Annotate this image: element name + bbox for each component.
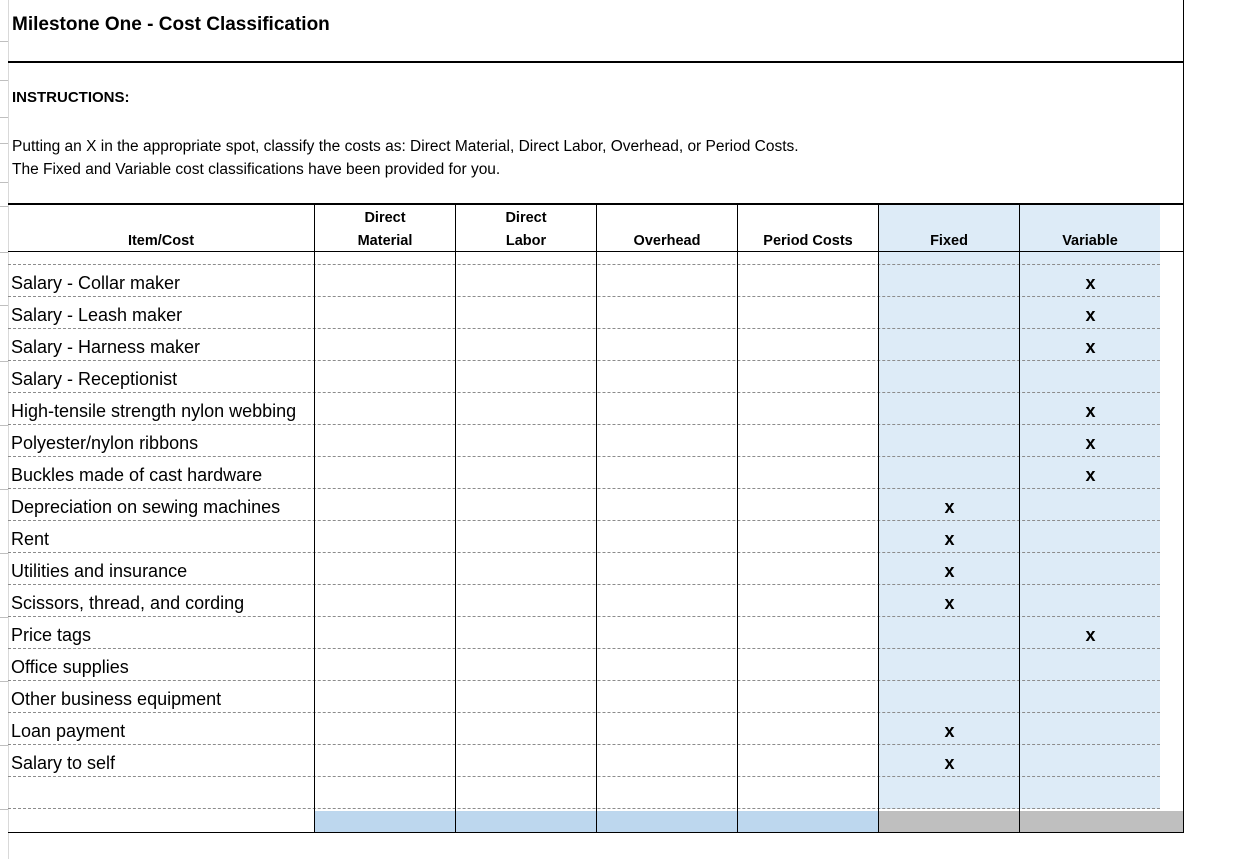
row-label-harness-maker[interactable]: Salary - Harness maker xyxy=(11,337,201,357)
fixed-cell[interactable]: x xyxy=(944,561,955,581)
header-item-cost[interactable]: Item/Cost xyxy=(127,233,195,249)
row-label-ribbons[interactable]: Polyester/nylon ribbons xyxy=(11,433,199,453)
variable-cell[interactable]: x xyxy=(1085,305,1096,325)
column-border xyxy=(314,205,315,833)
row-separator xyxy=(8,520,1160,521)
row-separator xyxy=(8,456,1160,457)
header-direct-material-line2[interactable]: Material xyxy=(357,233,413,249)
fixed-cell[interactable]: x xyxy=(944,721,955,741)
row-label-business-equipment[interactable]: Other business equipment xyxy=(11,689,222,709)
table-right-border xyxy=(1183,0,1184,832)
row-label-price-tags[interactable]: Price tags xyxy=(11,625,92,645)
column-border xyxy=(737,205,738,833)
row-separator xyxy=(8,616,1160,617)
fixed-cell[interactable]: x xyxy=(944,593,955,613)
fixed-cell[interactable]: x xyxy=(944,753,955,773)
header-fixed[interactable]: Fixed xyxy=(930,233,968,249)
row-separator xyxy=(8,488,1160,489)
row-separator xyxy=(8,424,1160,425)
variable-cell[interactable]: x xyxy=(1085,465,1096,485)
row-separator xyxy=(8,584,1160,585)
row-separator xyxy=(8,744,1160,745)
column-border xyxy=(596,205,597,833)
row-separator xyxy=(8,328,1160,329)
row-label-scissors[interactable]: Scissors, thread, and cording xyxy=(11,593,245,613)
row-separator xyxy=(8,776,1160,777)
column-border xyxy=(455,205,456,833)
header-period-costs[interactable]: Period Costs xyxy=(763,233,853,249)
row-separator xyxy=(8,552,1160,553)
title-divider xyxy=(8,61,1184,63)
instructions-line-2: The Fixed and Variable cost classifications have been provided for you. xyxy=(12,161,501,178)
sheet-title: Milestone One - Cost Classification xyxy=(12,14,330,35)
row-separator xyxy=(8,648,1160,649)
row-label-buckles[interactable]: Buckles made of cast hardware xyxy=(11,465,263,485)
row-label-nylon-webbing[interactable]: High-tensile strength nylon webbing xyxy=(11,401,297,421)
header-direct-labor-line2[interactable]: Labor xyxy=(505,233,547,249)
header-variable[interactable]: Variable xyxy=(1062,233,1118,249)
row-separator xyxy=(8,680,1160,681)
fixed-cell[interactable]: x xyxy=(944,497,955,517)
row-separator xyxy=(8,296,1160,297)
row-separator xyxy=(8,808,1160,809)
row-label-office-supplies[interactable]: Office supplies xyxy=(11,657,129,677)
instructions-heading: INSTRUCTIONS: xyxy=(12,89,130,106)
header-overhead[interactable]: Overhead xyxy=(633,233,701,249)
row-separator xyxy=(8,392,1160,393)
variable-cell[interactable]: x xyxy=(1085,625,1096,645)
header-direct-labor-line1[interactable]: Direct xyxy=(505,210,547,226)
fixed-cell[interactable]: x xyxy=(944,529,955,549)
row-separator xyxy=(8,712,1160,713)
variable-cell[interactable]: x xyxy=(1085,401,1096,421)
row-label-leash-maker[interactable]: Salary - Leash maker xyxy=(11,305,183,325)
variable-cell[interactable]: x xyxy=(1085,433,1096,453)
row-separator xyxy=(8,360,1160,361)
instructions-line-1: Putting an X in the appropriate spot, classify the costs as: Direct Material, Direct Labor, Overhead, or Period Costs. xyxy=(12,138,799,155)
variable-cell[interactable]: x xyxy=(1085,337,1096,357)
row-label-collar-maker[interactable]: Salary - Collar maker xyxy=(11,273,181,293)
row-label-depreciation[interactable]: Depreciation on sewing machines xyxy=(11,497,281,517)
column-border xyxy=(878,205,879,833)
variable-cell[interactable]: x xyxy=(1085,273,1096,293)
row-separator xyxy=(8,264,1160,265)
row-header-strip xyxy=(0,0,9,859)
row-label-loan-payment[interactable]: Loan payment xyxy=(11,721,126,741)
row-label-receptionist[interactable]: Salary - Receptionist xyxy=(11,369,178,389)
column-border xyxy=(1019,205,1020,833)
total-row-gray-cells[interactable] xyxy=(879,811,1183,832)
row-label-salary-to-self[interactable]: Salary to self xyxy=(11,753,116,773)
header-direct-material-line1[interactable]: Direct xyxy=(364,210,406,226)
row-label-rent[interactable]: Rent xyxy=(11,529,50,549)
row-label-utilities[interactable]: Utilities and insurance xyxy=(11,561,188,581)
